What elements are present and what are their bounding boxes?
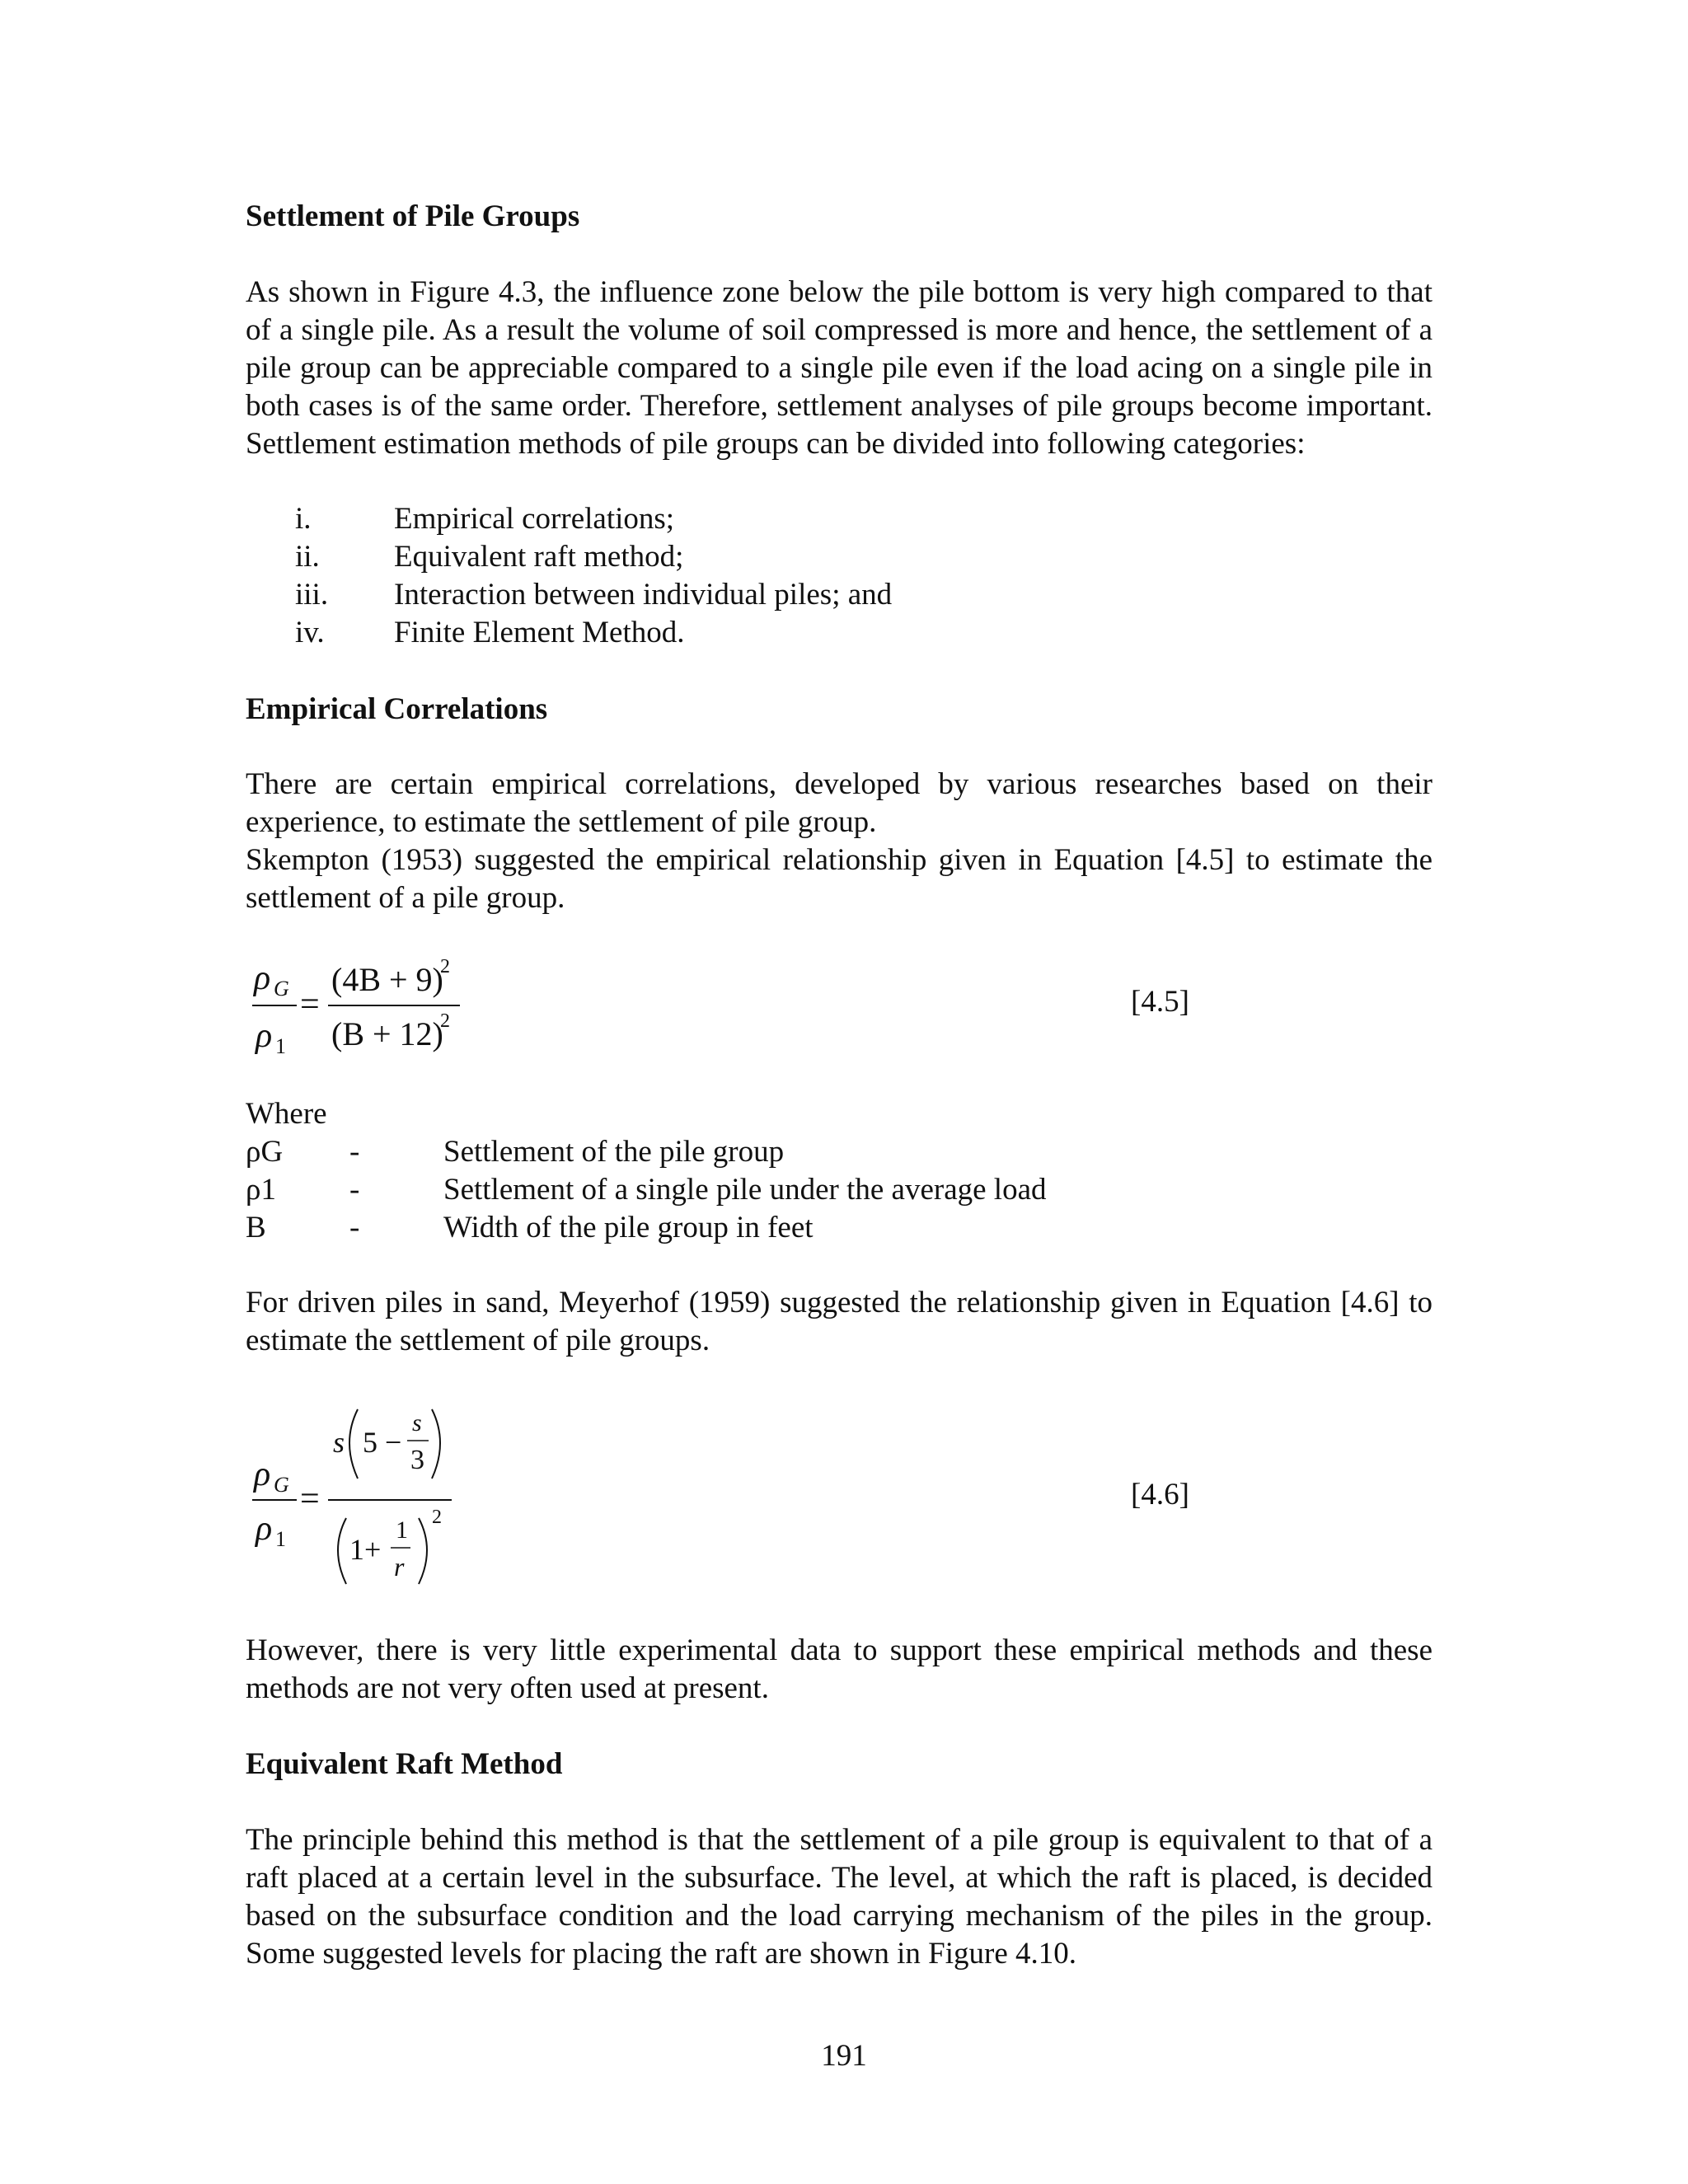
heading-settlement-of-pile-groups: Settlement of Pile Groups	[246, 199, 580, 233]
where-dash: -	[349, 1211, 360, 1244]
eq46-rho-1: ρ	[256, 1510, 273, 1548]
eq46-num-five-minus: 5 −	[363, 1426, 402, 1459]
where-item	[246, 1209, 1432, 1247]
list-item-text: Equivalent raft method;	[394, 540, 684, 574]
where-label: Where	[246, 1097, 327, 1131]
eq46-den-right-paren	[419, 1518, 427, 1584]
where-dash: -	[349, 1135, 360, 1169]
where-symbol: ρG	[246, 1135, 284, 1169]
eq46-rho-g: ρ	[254, 1455, 271, 1493]
heading-equivalent-raft-method: Equivalent Raft Method	[246, 1747, 563, 1781]
equation-4-6	[246, 1393, 493, 1591]
list-item	[246, 538, 1432, 576]
equation-number-4-5: [4.5]	[1131, 985, 1189, 1019]
where-description: Settlement of the pile group	[443, 1135, 785, 1169]
where-description: Settlement of a single pile under the average load	[443, 1173, 1047, 1207]
eq46-den-one-plus: 1+	[349, 1533, 382, 1566]
eq46-num-inner-3: 3	[410, 1445, 424, 1475]
eq45-equals: =	[300, 986, 320, 1024]
eq46-num-inner-s: s	[412, 1409, 422, 1436]
equation-number-4-6: [4.6]	[1131, 1478, 1189, 1511]
list-item	[246, 500, 1432, 538]
list-item-number: ii.	[295, 540, 320, 574]
where-item	[246, 1171, 1432, 1209]
list-item-text: Finite Element Method.	[394, 616, 685, 649]
paragraph-empirical-1: There are certain empirical correlations, developed by various researches based on their experience, to estimate the settlement of pile group.	[246, 767, 1432, 839]
list-item-text: Interaction between individual piles; and	[394, 578, 893, 612]
eq45-denominator-exponent: 2	[440, 1010, 450, 1032]
list-item-number: iii.	[295, 578, 329, 612]
heading-empirical-correlations: Empirical Correlations	[246, 692, 548, 726]
where-symbol: B	[246, 1211, 266, 1244]
paragraph-intro: As shown in Figure 4.3, the influence zone below the pile bottom is very high compared to that of a single pile. As a result the volume of soil compressed is more and hence, the settlement of a pile group can be appreciable compared to a single pile even if the load acing on a single pile in both cases is of the same order. Therefore, settlement analyses of pile groups become important. Settlement estimation methods of pile groups can be divided into following categories:	[246, 275, 1432, 461]
eq46-sub-g: G	[274, 1473, 289, 1497]
paragraph-raft: The principle behind this method is that the settlement of a pile group is equivalent to that of a raft placed at a certain level in the subsurface. The level, at which the raft is placed, is decided based on the subsurface condition and the load carrying mechanism of the piles in the group. Some suggested levels for placing the raft are shown in Figure 4.10.	[246, 1823, 1432, 1971]
where-symbol: ρ1	[246, 1173, 276, 1207]
eq45-rhs-numerator: (4B + 9)	[331, 961, 443, 998]
list-item-number: i.	[295, 502, 312, 536]
eq45-sub-g: G	[274, 977, 289, 1001]
eq45-sub-1: 1	[275, 1034, 286, 1058]
eq45-numerator-exponent: 2	[440, 956, 450, 977]
eq45-rho-g: ρ	[254, 959, 271, 997]
eq45-rhs-denominator: (B + 12)	[331, 1015, 443, 1052]
where-dash: -	[349, 1173, 360, 1207]
list-item	[246, 576, 1432, 614]
eq46-num-right-paren	[432, 1409, 440, 1479]
paragraph-empirical-2: Skempton (1953) suggested the empirical relationship given in Equation [4.5] to estimate the settlement of a pile group.	[246, 843, 1432, 915]
where-description: Width of the pile group in feet	[443, 1211, 814, 1244]
list-item	[246, 614, 1432, 652]
list-item-text: Empirical correlations;	[394, 502, 675, 536]
page-number: 191	[821, 2039, 867, 2073]
eq45-rho-1: ρ	[256, 1017, 273, 1055]
methods-list	[246, 500, 1432, 652]
eq46-den-inner-r: r	[394, 1552, 405, 1582]
eq46-sub-1: 1	[275, 1527, 286, 1551]
eq46-den-exponent: 2	[432, 1507, 442, 1528]
eq46-den-inner-1: 1	[396, 1516, 408, 1544]
where-item	[246, 1133, 1432, 1171]
eq46-den-left-paren	[338, 1518, 346, 1584]
paragraph-meyerhof: For driven piles in sand, Meyerhof (1959) suggested the relationship given in Equation [4.6] to estimate the settlement of pile groups.	[246, 1286, 1432, 1357]
eq46-num-left-paren	[349, 1409, 358, 1479]
paragraph-however: However, there is very little experimental data to support these empirical methods and these methods are not very often used at present.	[246, 1633, 1432, 1705]
list-item-number: iv.	[295, 616, 325, 649]
eq46-equals: =	[300, 1480, 320, 1518]
equation-4-5	[246, 948, 493, 1063]
eq46-num-s: s	[333, 1426, 345, 1459]
